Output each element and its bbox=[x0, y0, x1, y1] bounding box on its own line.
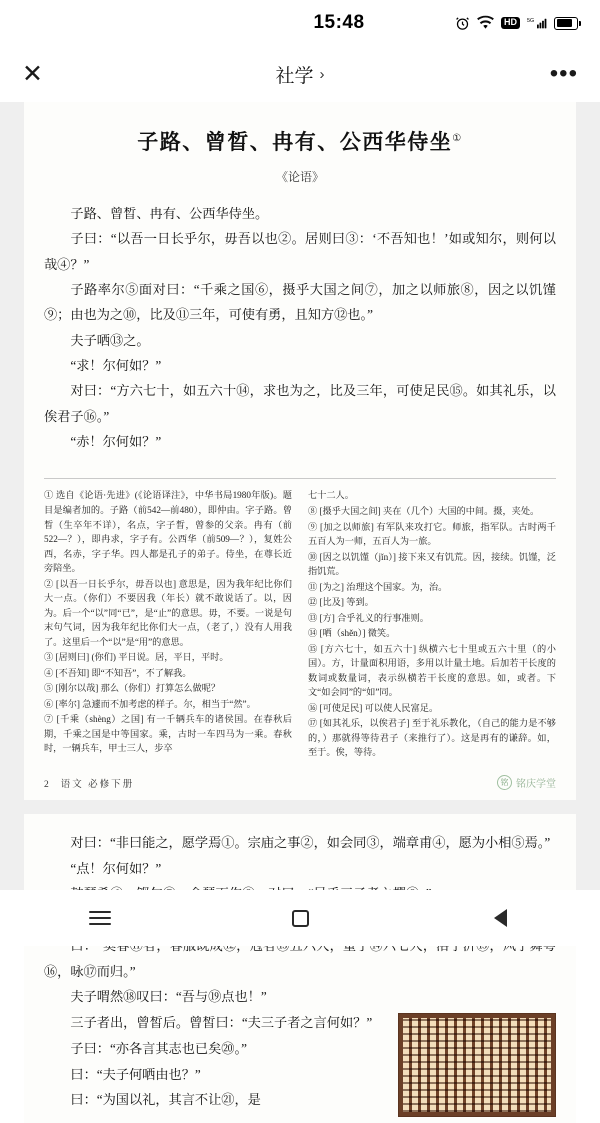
document-source: 《论语》 bbox=[275, 170, 324, 184]
paragraph: 曰：“夫子何哂由也？” bbox=[70, 1066, 201, 1082]
footnote-item: ⑬ [方] 合乎礼义的行事准则。 bbox=[308, 612, 429, 623]
footnote-item: ⑪ [为之] 治理这个国家。为，治。 bbox=[308, 581, 448, 592]
ancient-text-image[interactable] bbox=[398, 1013, 556, 1117]
more-options-icon[interactable]: ••• bbox=[549, 59, 578, 87]
footnote-item: ⑯ [可使足民] 可以使人民富足。 bbox=[308, 702, 439, 713]
ancient-text-image-ink bbox=[403, 1018, 551, 1112]
paragraph: 对曰：“非曰能之，愿学焉①。宗庙之事②，如会同③，端章甫④，愿为小相⑤焉。” bbox=[70, 835, 551, 850]
paragraph: 夫子喟然⑱叹曰：“吾与⑲点也！” bbox=[70, 989, 267, 1005]
footnote-item: ⑧ [摄乎大国之间] 夹在（几个）大国的中间。摄，夹处。 bbox=[308, 505, 540, 516]
signal-icon bbox=[527, 16, 547, 30]
footnote-item: ③ [居则曰] (你们) 平日说。居，平日，平时。 bbox=[44, 652, 229, 663]
book-name: 语文 必修下册 bbox=[60, 780, 135, 790]
footnote-item: ⑥ [率尔] 急遽而不加考虑的样子。尔，相当于“然”。 bbox=[44, 698, 256, 709]
paragraph: 子路率尔⑤面对曰：“千乘之国⑥，摄乎大国之间⑦，加之以师旅⑧，因之以饥馑⑨；由也为之⑩，比及⑪三年，可使有勇，且知方⑫也。” bbox=[44, 282, 556, 323]
footnote-item: ④ [不吾知] 即“不知吾”，不了解我。 bbox=[44, 667, 192, 678]
recent-apps-icon bbox=[89, 907, 111, 929]
status-bar-clock: 15:48 bbox=[313, 12, 365, 33]
status-bar-right bbox=[365, 16, 578, 31]
footnotes bbox=[44, 478, 556, 761]
chevron-right-icon: › bbox=[319, 65, 325, 83]
document-page-1 bbox=[24, 102, 576, 800]
recent-apps-button[interactable] bbox=[70, 898, 130, 938]
footnote-item: ⑦ [千乘（shèng）之国] 有一千辆兵车的诸侯国。在春秋后期，千乘之国是中等国家。乘，古时一车四马为一乘。春秋时，一辆兵车，甲士三人，步卒 bbox=[44, 714, 292, 754]
footnote-item: ⑮ [方六七十，如五六十] 纵横六七十里或五六十里（的小国）。方，计量面积用语，多用以计量土地。后加若干长度的数词或数量词，表示纵横若干长度的意思。如，或者。下文“如会同”的“如”同。 bbox=[308, 643, 556, 698]
home-button[interactable] bbox=[270, 898, 330, 938]
hd-icon: HD bbox=[501, 17, 520, 29]
paragraph: 曰：“为国以礼，其言不让㉑，是 bbox=[70, 1092, 261, 1108]
footnote-item: ⑰ [如其礼乐，以俟君子] 至于礼乐教化，（自己的能力是不够的，）那就得等待君子（来推行了）。这是再有的谦辞。如，至于。俟，等待。 bbox=[308, 718, 556, 758]
footnotes-column-right bbox=[308, 488, 556, 761]
paragraph: 子路、曾晳、冉有、公西华侍坐。 bbox=[70, 206, 269, 221]
paragraph: ⑯，咏⑰而归。” bbox=[44, 963, 136, 979]
paragraph: “点！尔何如？” bbox=[70, 860, 162, 876]
alarm-icon bbox=[455, 16, 470, 31]
footnote-item: ⑨ [加之以师旅] 有军队来攻打它。师旅，指军队。古时两千五百人为一师，五百人为一旅。 bbox=[308, 521, 556, 547]
footnote-item: ⑫ [比及] 等到。 bbox=[308, 597, 374, 608]
android-navigation-bar bbox=[0, 890, 600, 946]
paragraph: “赤！尔何如？” bbox=[70, 434, 162, 450]
watermark bbox=[497, 775, 556, 790]
page-footer-left bbox=[44, 776, 134, 790]
paragraph: 子曰：“以吾一日长乎尔，毋吾以也②。居则曰③：‘不吾知也！’如或知尔，则何以哉④？” bbox=[44, 231, 556, 272]
svg-text:5G: 5G bbox=[527, 18, 535, 25]
page-footer bbox=[44, 775, 556, 790]
close-icon[interactable]: ✕ bbox=[22, 59, 43, 88]
watermark-logo-icon: 铭 bbox=[497, 775, 512, 790]
footnotes-column-left bbox=[44, 488, 292, 761]
document-body bbox=[44, 201, 556, 454]
paragraph: “求！尔何如？” bbox=[70, 358, 162, 374]
footnote-item: 七十二人。 bbox=[308, 490, 354, 501]
footnote-item: ② [以吾一日长乎尔，毋吾以也] 意思是，因为我年纪比你们大一点。（你们）不要因我（年长）就不敢说话了。以，因为。后一个“以”同“已”，是“止”的意思。毋，不要。一说是句末句气词，因为我年纪比你们大一点，（老了，）没有人用我了。这里后一个“以”是“用”的意思。 bbox=[44, 578, 292, 647]
page-title[interactable] bbox=[62, 61, 538, 88]
wifi-icon bbox=[477, 16, 494, 30]
back-button[interactable] bbox=[470, 898, 530, 938]
document-viewer[interactable] bbox=[0, 102, 600, 1108]
back-icon bbox=[494, 909, 507, 927]
home-icon bbox=[292, 910, 309, 927]
document-title bbox=[44, 126, 556, 156]
footnote-item: ⑭ [哂（shěn）] 微笑。 bbox=[308, 628, 396, 639]
paragraph: 对曰：“方六七十，如五六十⑭，求也为之，比及三年，可使足民⑮。如其礼乐，以俟君子⑯。” bbox=[44, 383, 556, 424]
document-page-2 bbox=[24, 814, 576, 1123]
paragraph: 三子者出，曾皙后。曾皙曰：“夫三子者之言何如？” bbox=[70, 1015, 373, 1031]
page-title-text: 社学 bbox=[275, 65, 314, 87]
document-title-note: ① bbox=[452, 133, 463, 144]
watermark-text: 铭庆学堂 bbox=[516, 779, 556, 790]
app-header bbox=[0, 46, 600, 102]
document-title-text: 子路、曾晳、冉有、公西华侍坐 bbox=[137, 130, 453, 154]
footnote-item: ① 选自《论语·先进》(《论语译注》，中华书局1980年版)。题目是编者加的。子路（前542—前480），即仲由。字子路。曾晳（生卒年不详），名点，字子晳，曾参的父亲。冉有（前522—？），即冉求，字子有。公西华（前509—？），复姓公西，名赤，字子华。四人都是孔子的弟子。侍坐，在尊长近旁陪坐。 bbox=[44, 490, 292, 574]
status-bar bbox=[0, 0, 600, 46]
page-number: 2 bbox=[44, 780, 51, 790]
paragraph: 子曰：“亦各言其志也已矣⑳。” bbox=[70, 1040, 247, 1056]
footnote-item: ⑤ [刚尔以哉] 那么（你们）打算怎么做呢？ bbox=[44, 683, 221, 694]
footnote-item: ⑩ [因之以饥馑（jǐn）] 接下来又有饥荒。因，接续。饥馑，泛指饥荒。 bbox=[308, 551, 556, 577]
battery-icon bbox=[554, 17, 578, 30]
paragraph: 夫子哂⑬之。 bbox=[70, 332, 150, 348]
